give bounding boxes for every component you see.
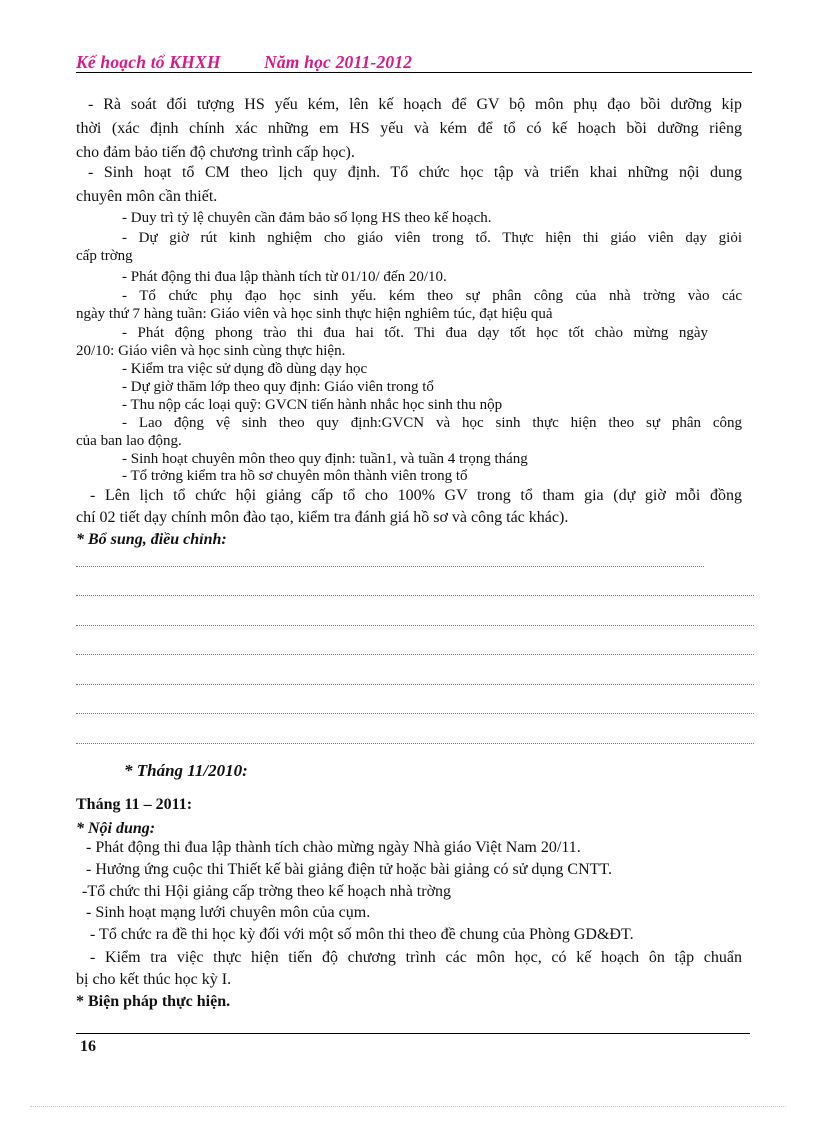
- supplement-heading: * Bổ sung, điều chỉnh:: [76, 531, 227, 548]
- text-line: - Kiểm tra việc thực hiện tiến độ chương trình các môn học, có kế hoạch ôn tập chuẩn: [90, 949, 742, 966]
- text-line: - Rà soát đối tượng HS yếu kém, lên kế hoạch để GV bộ môn phụ đạo bồi dưỡng kịp: [88, 96, 742, 113]
- dotted-line: [76, 680, 754, 685]
- text-line: ngày thứ 7 hàng tuần: Giáo viên và học sinh thực hiện nghiêm túc, đạt hiệu quả: [76, 306, 553, 322]
- text-line: - Kiểm tra việc sử dụng đồ dùng dạy học: [122, 361, 368, 377]
- text-line: - Sinh hoạt mạng lưới chuyên môn của cụm.: [86, 904, 371, 921]
- text-line: - Tổ chức phụ đạo học sinh yếu. kém theo sự phân công của nhà trờng vào các: [122, 288, 742, 304]
- text-line: thời (xác định chính xác những em HS yếu và kém để tổ có kế hoạch bồi dưỡng riêng: [76, 120, 742, 137]
- text-line: - Thu nộp các loại quỹ: GVCN tiến hành nhắc học sinh thu nộp: [122, 397, 503, 413]
- text-line: - Lao động vệ sinh theo quy định:GVCN và học sinh thực hiện theo sự phân công: [122, 415, 742, 431]
- page-number: 16: [80, 1038, 96, 1055]
- text-line: - Tổ chức ra đề thi học kỳ đối với một số môn thi theo đề chung của Phòng GD&ĐT.: [90, 926, 634, 943]
- text-line: chí 02 tiết dạy chính môn đào tạo, kiểm tra đánh giá hồ sơ và công tác khác).: [76, 509, 569, 526]
- month-title: Tháng 11 – 2011:: [76, 796, 193, 813]
- bottom-dotted-border: [30, 1106, 786, 1107]
- text-line: - Sinh hoạt tổ CM theo lịch quy định. Tổ chức học tập và triển khai những nội dung: [88, 164, 742, 181]
- text-line: -Tổ chức thi Hội giảng cấp trờng theo kế hoạch nhà trờng: [82, 883, 452, 900]
- header-plan-title: Kế hoạch tổ KHXH: [76, 52, 221, 72]
- dotted-line: [76, 650, 754, 655]
- text-line: - Phát động thi đua lập thành tích chào mừng ngày Nhà giáo Việt Nam 20/11.: [86, 839, 581, 856]
- text-line: - Lên lịch tổ chức hội giảng cấp tổ cho 100% GV trong tổ tham gia (dự giờ mỗi đồng: [90, 487, 742, 504]
- content-label: * Nội dung:: [76, 820, 156, 837]
- text-line: - Dự giờ rút kinh nghiệm cho giáo viên trong tổ. Thực hiện thi giáo viên dạy giỏi: [122, 230, 742, 246]
- text-line: - Sinh hoạt chuyên môn theo quy định: tuần1, và tuần 4 trọng tháng: [122, 451, 528, 467]
- header-school-year: Năm học 2011-2012: [264, 52, 413, 72]
- dotted-line: [76, 739, 754, 744]
- text-line: cấp trờng: [76, 248, 133, 264]
- page-header: [76, 50, 752, 73]
- text-line: 20/10: Giáo viên và học sinh cùng thực hiện.: [76, 343, 346, 359]
- dotted-line: [76, 709, 754, 714]
- text-line: - Phát động thi đua lập thành tích từ 01/10/ đến 20/10.: [122, 269, 447, 285]
- text-line: - Duy trì tỷ lệ chuyên cần đảm bảo số lọng HS theo kế hoạch.: [122, 210, 492, 226]
- text-line: - Dự giờ thăm lớp theo quy định: Giáo viên trong tổ: [122, 379, 434, 395]
- text-line: bị cho kết thúc học kỳ I.: [76, 971, 232, 988]
- month-heading: * Tháng 11/2010:: [124, 761, 248, 780]
- dotted-line: [76, 621, 754, 626]
- dotted-line: [76, 591, 754, 596]
- text-line: chuyên môn cần thiết.: [76, 188, 218, 205]
- dotted-line: [76, 562, 704, 567]
- measures-label: * Biện pháp thực hiện.: [76, 993, 231, 1010]
- footer-rule: [76, 1033, 750, 1034]
- text-line: - Tổ trởng kiểm tra hồ sơ chuyên môn thành viên trong tổ: [122, 468, 468, 484]
- text-line: của ban lao động.: [76, 433, 182, 449]
- text-line: cho đảm bảo tiến độ chương trình cấp học).: [76, 144, 355, 161]
- text-line: - Phát động phong trào thi đua hai tốt. Thi đua dạy tốt học tốt chào mừng ngày: [122, 325, 708, 341]
- text-line: - Hưởng ứng cuộc thi Thiết kế bài giảng điện tử hoặc bài giảng có sử dụng CNTT.: [86, 861, 612, 878]
